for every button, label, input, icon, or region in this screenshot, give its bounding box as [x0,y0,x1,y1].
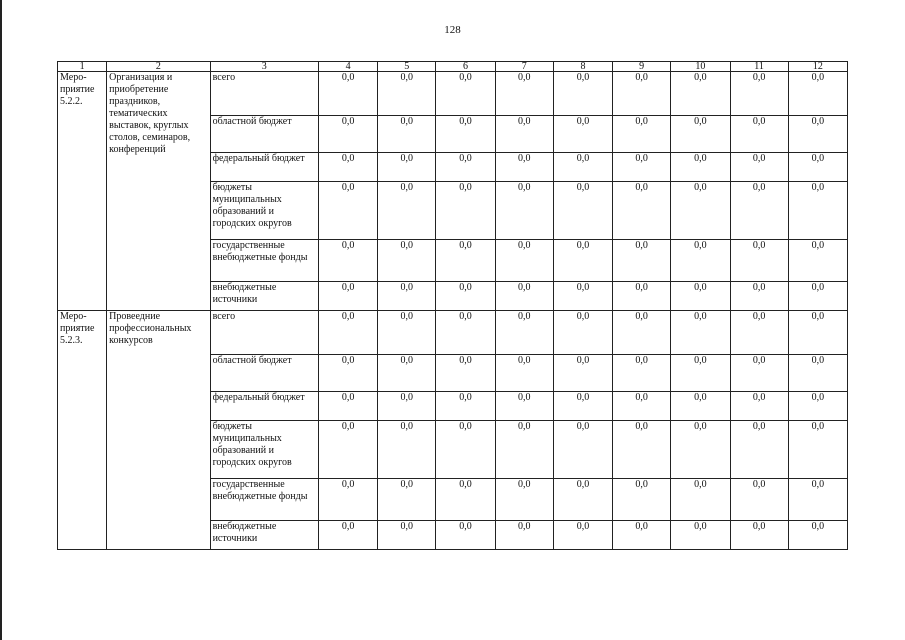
amount-cell: 0,0 [613,282,671,311]
amount-cell: 0,0 [788,521,847,550]
amount-cell: 0,0 [378,72,436,116]
amount-cell: 0,0 [730,421,788,479]
amount-cell: 0,0 [671,479,730,521]
amount-cell: 0,0 [613,116,671,153]
column-number: 6 [436,62,495,72]
amount-cell: 0,0 [378,392,436,421]
amount-cell: 0,0 [553,521,612,550]
amount-cell: 0,0 [730,182,788,240]
amount-cell: 0,0 [613,72,671,116]
amount-cell: 0,0 [436,116,495,153]
amount-cell: 0,0 [730,521,788,550]
amount-cell: 0,0 [553,240,612,282]
amount-cell: 0,0 [436,421,495,479]
amount-cell: 0,0 [671,421,730,479]
amount-cell: 0,0 [318,421,377,479]
amount-cell: 0,0 [613,240,671,282]
amount-cell: 0,0 [671,116,730,153]
funding-source-cell: государственные внебюджетные фонды [210,240,318,282]
amount-cell: 0,0 [495,521,553,550]
column-number-row [58,62,848,72]
amount-cell: 0,0 [553,392,612,421]
amount-cell: 0,0 [613,153,671,182]
amount-cell: 0,0 [495,421,553,479]
amount-cell: 0,0 [436,182,495,240]
amount-cell: 0,0 [553,479,612,521]
amount-cell: 0,0 [436,311,495,355]
amount-cell: 0,0 [378,479,436,521]
amount-cell: 0,0 [730,355,788,392]
column-number: 8 [553,62,612,72]
amount-cell: 0,0 [495,355,553,392]
measure-code-line: приятие [60,84,95,95]
page-number: 128 [444,24,461,36]
amount-cell: 0,0 [788,421,847,479]
amount-cell: 0,0 [613,521,671,550]
budget-table [57,61,848,550]
amount-cell: 0,0 [613,421,671,479]
amount-cell: 0,0 [553,153,612,182]
measure-code-line: 5.2.3. [60,335,83,346]
funding-source-cell: бюджеты муниципальных образований и городских округов [210,182,318,240]
amount-cell: 0,0 [436,282,495,311]
amount-cell: 0,0 [318,182,377,240]
amount-cell: 0,0 [318,116,377,153]
amount-cell: 0,0 [318,240,377,282]
measure-code-line: 5.2.2. [60,96,83,107]
amount-cell: 0,0 [788,282,847,311]
amount-cell: 0,0 [730,153,788,182]
amount-cell: 0,0 [671,392,730,421]
amount-cell: 0,0 [730,392,788,421]
funding-source-cell: всего [210,72,318,116]
amount-cell: 0,0 [788,355,847,392]
amount-cell: 0,0 [613,182,671,240]
column-number: 9 [613,62,671,72]
column-number: 7 [495,62,553,72]
amount-cell: 0,0 [378,240,436,282]
amount-cell: 0,0 [378,282,436,311]
amount-cell: 0,0 [495,240,553,282]
amount-cell: 0,0 [671,72,730,116]
amount-cell: 0,0 [318,72,377,116]
amount-cell: 0,0 [788,72,847,116]
amount-cell: 0,0 [788,479,847,521]
column-number: 1 [58,62,107,72]
measure-code-line: приятие [60,323,95,334]
amount-cell: 0,0 [730,240,788,282]
amount-cell: 0,0 [671,311,730,355]
amount-cell: 0,0 [553,355,612,392]
amount-cell: 0,0 [730,282,788,311]
amount-cell: 0,0 [613,479,671,521]
amount-cell: 0,0 [495,311,553,355]
amount-cell: 0,0 [436,240,495,282]
amount-cell: 0,0 [378,421,436,479]
amount-cell: 0,0 [318,355,377,392]
amount-cell: 0,0 [788,182,847,240]
amount-cell: 0,0 [378,116,436,153]
amount-cell: 0,0 [436,521,495,550]
amount-cell: 0,0 [671,355,730,392]
measure-code-cell [58,72,107,311]
amount-cell: 0,0 [495,116,553,153]
amount-cell: 0,0 [553,282,612,311]
amount-cell: 0,0 [730,72,788,116]
amount-cell: 0,0 [553,72,612,116]
amount-cell: 0,0 [318,479,377,521]
amount-cell: 0,0 [436,355,495,392]
funding-source-cell: бюджеты муниципальных образований и городских округов [210,421,318,479]
amount-cell: 0,0 [613,311,671,355]
page-left-edge [0,0,2,640]
amount-cell: 0,0 [318,311,377,355]
funding-source-cell: федеральный бюджет [210,153,318,182]
funding-source-cell: областной бюджет [210,355,318,392]
table-row [58,311,848,355]
amount-cell: 0,0 [788,392,847,421]
amount-cell: 0,0 [436,392,495,421]
column-number: 5 [378,62,436,72]
measure-name-cell: Организация и приобретение праздников, тематических выставок, круглых столов, семинаров, конференций [107,72,210,311]
funding-source-cell: внебюджетные источники [210,521,318,550]
funding-source-cell: областной бюджет [210,116,318,153]
measure-name-cell: Провеедние профессиональных конкурсов [107,311,210,550]
amount-cell: 0,0 [671,182,730,240]
amount-cell: 0,0 [671,521,730,550]
column-number: 10 [671,62,730,72]
funding-source-cell: государственные внебюджетные фонды [210,479,318,521]
amount-cell: 0,0 [730,311,788,355]
amount-cell: 0,0 [495,182,553,240]
amount-cell: 0,0 [318,282,377,311]
funding-source-cell: федеральный бюджет [210,392,318,421]
amount-cell: 0,0 [788,116,847,153]
amount-cell: 0,0 [788,240,847,282]
amount-cell: 0,0 [671,153,730,182]
measure-code-line: Меро- [60,72,87,83]
amount-cell: 0,0 [378,182,436,240]
amount-cell: 0,0 [495,392,553,421]
funding-source-cell: всего [210,311,318,355]
amount-cell: 0,0 [730,116,788,153]
amount-cell: 0,0 [318,392,377,421]
column-number: 2 [107,62,210,72]
table-header [58,62,848,72]
amount-cell: 0,0 [553,311,612,355]
column-number: 12 [788,62,847,72]
amount-cell: 0,0 [495,72,553,116]
amount-cell: 0,0 [436,72,495,116]
column-number: 3 [210,62,318,72]
amount-cell: 0,0 [553,182,612,240]
amount-cell: 0,0 [378,521,436,550]
amount-cell: 0,0 [553,116,612,153]
measure-code-cell [58,311,107,550]
amount-cell: 0,0 [613,355,671,392]
amount-cell: 0,0 [495,479,553,521]
amount-cell: 0,0 [553,421,612,479]
amount-cell: 0,0 [730,479,788,521]
amount-cell: 0,0 [671,282,730,311]
table-body [58,72,848,550]
amount-cell: 0,0 [613,392,671,421]
amount-cell: 0,0 [436,479,495,521]
amount-cell: 0,0 [378,355,436,392]
amount-cell: 0,0 [436,153,495,182]
funding-source-cell: внебюджетные источники [210,282,318,311]
amount-cell: 0,0 [495,153,553,182]
amount-cell: 0,0 [378,153,436,182]
table-row [58,72,848,116]
amount-cell: 0,0 [318,153,377,182]
column-number: 4 [318,62,377,72]
amount-cell: 0,0 [378,311,436,355]
amount-cell: 0,0 [788,153,847,182]
amount-cell: 0,0 [788,311,847,355]
amount-cell: 0,0 [318,521,377,550]
amount-cell: 0,0 [671,240,730,282]
column-number: 11 [730,62,788,72]
measure-code-line: Меро- [60,311,87,322]
amount-cell: 0,0 [495,282,553,311]
